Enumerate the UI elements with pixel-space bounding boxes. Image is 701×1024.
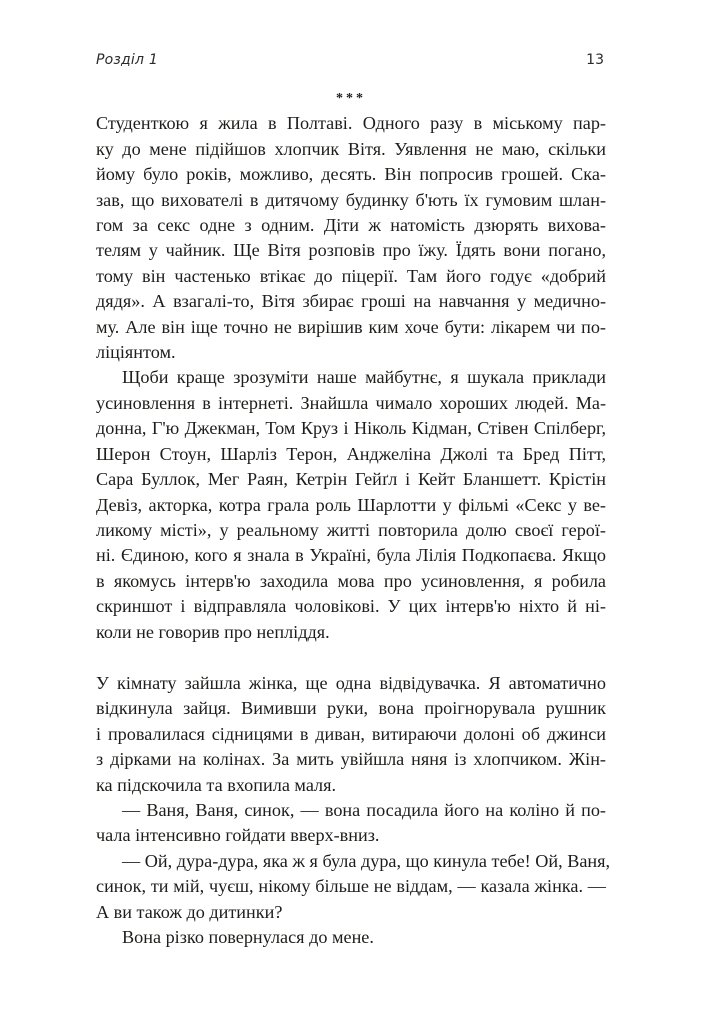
text-line: дядя». А взагалі-то, Вітя збирає гроші на навчання у медично-	[96, 291, 606, 312]
section-gap	[96, 645, 606, 671]
text-line: відкинула зайця. Вимивши руки, вона проігнорувала рушник	[96, 698, 606, 719]
text-line: ликому місті», у реальному житті повторила долю своєї герої-	[96, 519, 606, 540]
paragraph	[96, 671, 606, 798]
text-line: гом за секс одне з одним. Діти ж натомість дзюрять вихова-	[96, 215, 606, 236]
text-line: Студенткою я жила в Полтаві. Одного разу в міському пар-	[96, 113, 606, 134]
text-line: з дірками на колінах. За мить увійшла няня із хлопчиком. Жін-	[96, 749, 606, 770]
text-line: в якомусь інтерв'ю заходила мова про усиновлення, я робила	[96, 570, 606, 591]
text-line: йому було років, можливо, десять. Він попросив грошей. Ска-	[96, 164, 606, 185]
body-text	[96, 86, 611, 950]
paragraph	[96, 365, 606, 644]
text-line: му. Але він іще точно не вирішив ким хоче бути: лікарем чи по-	[96, 316, 606, 337]
text-line: Сара Буллок, Мег Раян, Кетрін Гейґл і Кейт Бланшетт. Крістін	[96, 469, 606, 490]
text-line: ліціянтом.	[96, 342, 176, 363]
text-line: скриншот і відправляла чоловікові. У цих інтерв'ю ніхто й ні-	[96, 596, 606, 617]
paragraph	[96, 849, 611, 925]
section-2	[96, 671, 611, 950]
text-line: і провалилася сідницями в диван, витираючи долоні об джинси	[96, 723, 606, 744]
text-line: коли не говорив про непліддя.	[96, 621, 330, 642]
text-line: Шерон Стоун, Шарліз Терон, Анджеліна Джолі та Бред Пітт,	[96, 443, 606, 464]
section-1	[96, 111, 606, 645]
text-line: Щоби краще зрозуміти наше майбутнє, я шукала приклади	[122, 367, 606, 388]
text-line: ні. Єдиною, кого я знала в Україні, була Лілія Подкопаєва. Якщо	[96, 545, 606, 566]
paragraph	[96, 798, 606, 849]
text-line: У кімнату зайшла жінка, ще одна відвідувачка. Я автоматично	[96, 672, 606, 693]
text-line: ку до мене підійшов хлопчик Вітя. Уявлення не маю, скільки	[96, 138, 606, 159]
text-line: ка підскочила та вхопила маля.	[96, 774, 337, 795]
text-line: чала інтенсивно гойдати вверх-вниз.	[96, 825, 380, 846]
text-line: телям у чайник. Ще Вітя розповів про їжу. Їдять вони погано,	[96, 240, 606, 261]
text-line: донна, Г'ю Джекман, Том Круз і Ніколь Кідман, Стівен Спілберг,	[96, 418, 606, 439]
paragraph	[96, 925, 606, 950]
running-head-chapter: Розділ 1	[96, 52, 158, 68]
text-line: А ви також до дитинки?	[96, 901, 283, 922]
text-line: тому він частенько втікає до піцерії. Там його годує «добрий	[96, 265, 606, 286]
text-line: усиновлення в інтернеті. Знайшла чимало хороших людей. Ма-	[96, 392, 606, 413]
text-line: — Ой, дура-дура, яка ж я була дура, що кинула тебе! Ой, Ваня,	[122, 850, 611, 871]
text-line: синок, ти мій, чуєш, нікому більше не віддам, — казала жінка. —	[96, 876, 606, 897]
text-line: зав, що вихователі в дитячому будинку б'ють їх гумовим шлан-	[96, 189, 606, 210]
text-line: Девіз, акторка, котра грала роль Шарлотти у фільмі «Секс у ве-	[96, 494, 606, 515]
paragraph	[96, 111, 606, 365]
text-line: Вона різко повернулася до мене.	[122, 927, 374, 947]
text-line: — Ваня, Ваня, синок, — вона посадила його на коліно й по-	[122, 799, 606, 820]
page-number: 13	[586, 52, 604, 68]
section-break-ornament: ***	[336, 91, 366, 106]
